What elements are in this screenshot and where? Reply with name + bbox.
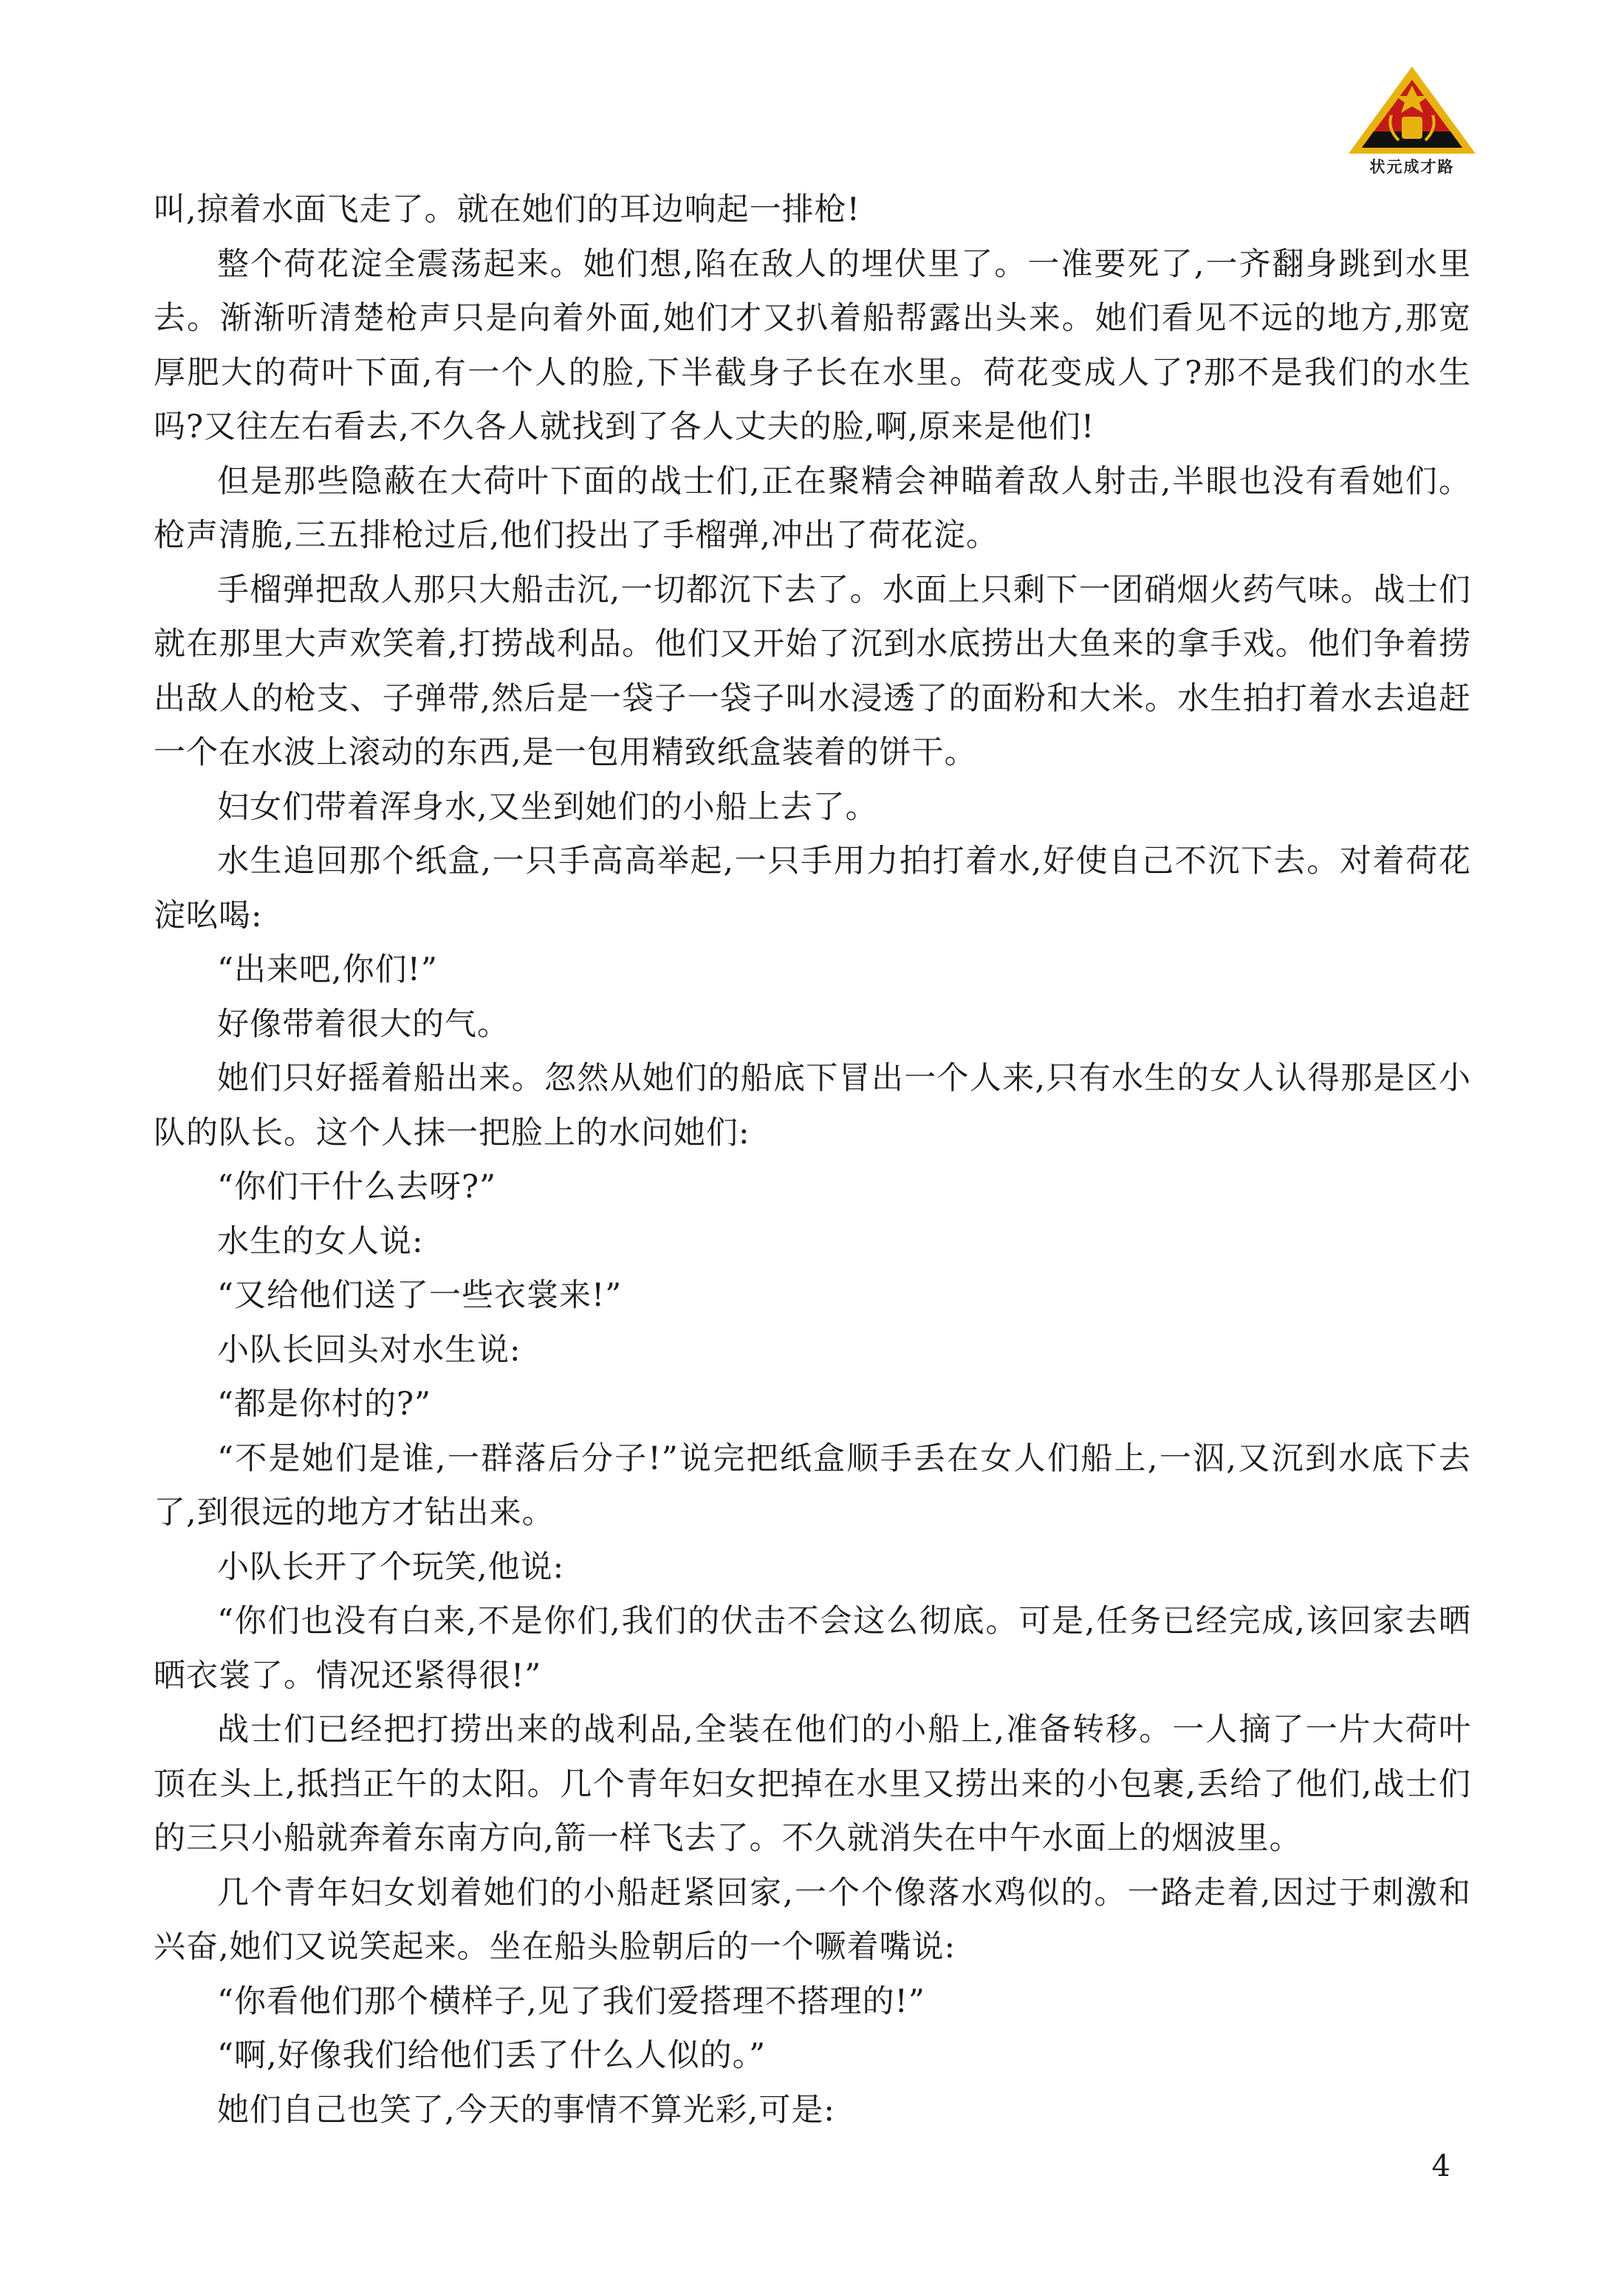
paragraph: “出来吧,你们!”: [217, 951, 438, 988]
paragraph: 水生的女人说:: [217, 1222, 424, 1260]
publisher-logo: [1346, 64, 1479, 189]
paragraph: 小队长开了个玩笑,他说:: [217, 1548, 565, 1586]
paragraph: “你们干什么去呀?”: [217, 1168, 497, 1205]
page-number: 4: [1431, 2149, 1450, 2183]
paragraph: 她们自己也笑了,今天的事情不算光彩,可是:: [217, 2091, 835, 2129]
paragraph: “都是你村的?”: [217, 1386, 432, 1423]
paragraph: 小队长回头对水生说:: [217, 1331, 521, 1369]
paragraph: “你们也没有白来,不是你们,我们的伏击不会这么彻底。可是,任务已经完成,该回家去晒晒衣裳了。情况还紧得很!”: [154, 1603, 1471, 1694]
paragraph: “啊,好像我们给他们丢了什么人似的。”: [217, 2037, 767, 2074]
paragraph: 水生追回那个纸盒,一只手高高举起,一只手用力拍打着水,好使自己不沉下去。对着荷花淀吆喝:: [154, 843, 1471, 934]
paragraph: “又给他们送了一些衣裳来!”: [217, 1277, 623, 1314]
paragraph: 妇女们带着浑身水,又坐到她们的小船上去了。: [217, 788, 878, 826]
paragraph: “不是她们是谁,一群落后分子!”说完把纸盒顺手丢在女人们船上,一泅,又沉到水底下去了,到很远的地方才钻出来。: [154, 1440, 1471, 1531]
paragraph: 战士们已经把打捞出来的战利品,全装在他们的小船上,准备转移。一人摘了一片大荷叶顶在头上,抵挡正午的太阳。几个青年妇女把掉在水里又捞出来的小包裹,丢给了他们,战士们的三只小船就奔着东南方向,箭一样飞去了。不久就消失在中午水面上的烟波里。: [154, 1711, 1471, 1857]
paragraph: 几个青年妇女划着她们的小船赶紧回家,一个个像落水鸡似的。一路走着,因过于刺激和兴奋,她们又说笑起来。坐在船头脸朝后的一个噘着嘴说:: [154, 1874, 1471, 1965]
paragraph: 好像带着很大的气。: [217, 1005, 510, 1043]
paragraph: “你看他们那个横样子,见了我们爱搭理不搭理的!”: [217, 1982, 925, 2020]
paragraph: 叫,掠着水面飞走了。就在她们的耳边响起一排枪!: [154, 191, 860, 228]
paragraph: 她们只好摇着船出来。忽然从她们的船底下冒出一个人来,只有水生的女人认得那是区小队的队长。这个人抹一把脸上的水问她们:: [154, 1060, 1471, 1151]
body-text: [154, 183, 1471, 2138]
paragraph: 但是那些隐蔽在大荷叶下面的战士们,正在聚精会神瞄着敌人射击,半眼也没有看她们。枪声清脆,三五排枪过后,他们投出了手榴弹,冲出了荷花淀。: [154, 462, 1471, 554]
paragraph: 手榴弹把敌人那只大船击沉,一切都沉下去了。水面上只剩下一团硝烟火药气味。战士们就在那里大声欢笑着,打捞战利品。他们又开始了沉到水底捞出大鱼来的拿手戏。他们争着捞出敌人的枪支、子弹带,然后是一袋子一袋子叫水浸透了的面粉和大米。水生拍打着水去追赶一个在水波上滚动的东西,是一包用精致纸盒装着的饼干。: [154, 571, 1471, 771]
paragraph: 整个荷花淀全震荡起来。她们想,陷在敌人的埋伏里了。一准要死了,一齐翻身跳到水里去。渐渐听清楚枪声只是向着外面,她们才又扒着船帮露出头来。她们看见不远的地方,那宽厚肥大的荷叶下面,有一个人的脸,下半截身子长在水里。荷花变成人了?那不是我们的水生吗?又往左右看去,不久各人就找到了各人丈夫的脸,啊,原来是他们!: [154, 245, 1471, 445]
logo-text: 状元成才路: [1369, 158, 1455, 176]
triangle-crest-logo-icon: [1346, 64, 1479, 160]
